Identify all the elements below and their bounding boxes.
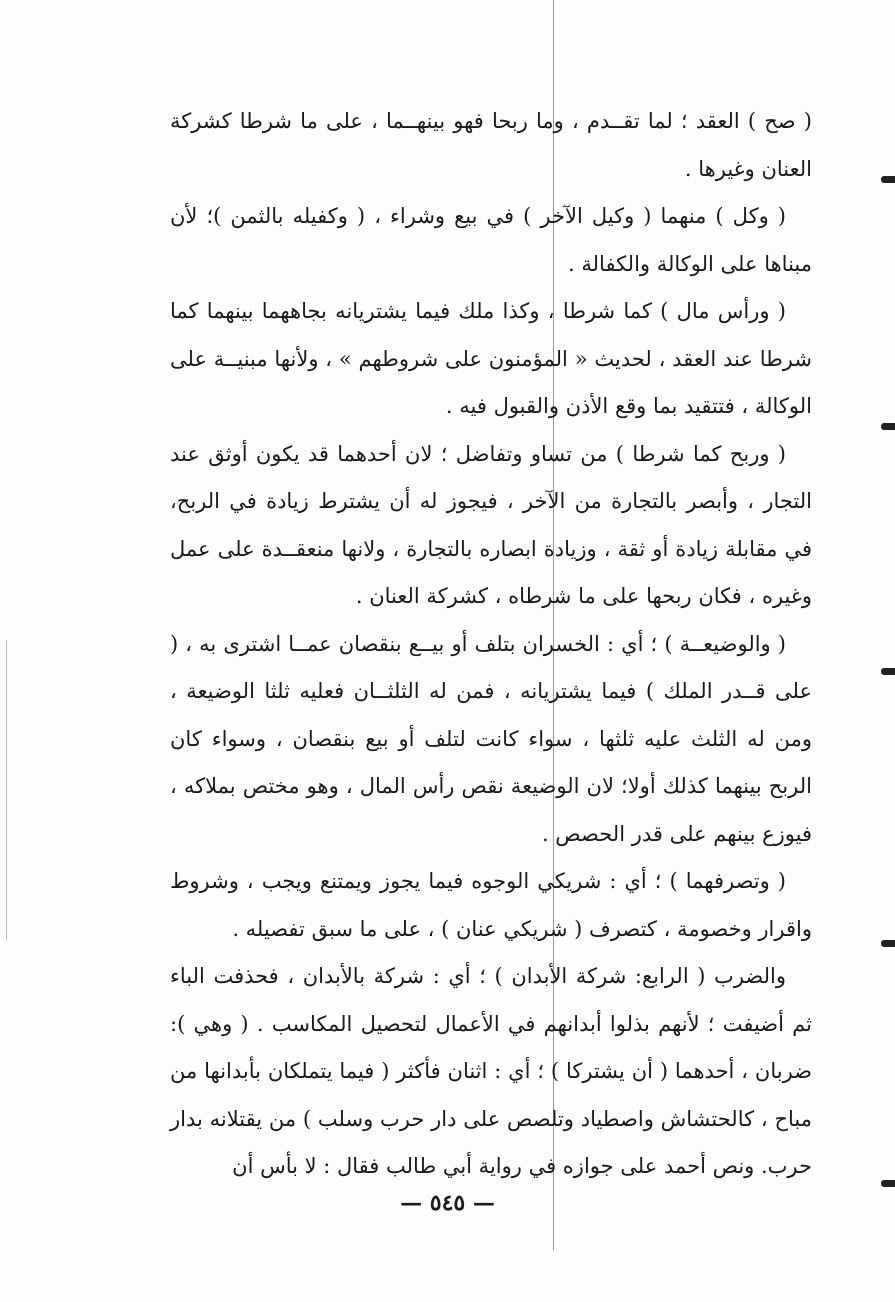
edge-mark: [881, 940, 895, 947]
paragraph: ( وربح كما شرطا ) من تساو وتفاضل ؛ لان أحدهما قد يكون أوثق عند التجار ، وأبصر بالتجارة من الآخر ، فيجوز له أن يشترط زيادة في الربح، في مقابلة زيادة أو ثقة ، وزيادة ابصاره بالتجارة ، ولانها منعقــدة على عمل وغيره ، فكان ربحها على ما شرطاه ، كشركة العنان .: [170, 441, 812, 608]
edge-mark: [881, 423, 895, 430]
edge-mark: [881, 1180, 895, 1187]
page-number: — ٥٤٥ —: [400, 1190, 495, 1216]
paragraph: ( ورأس مال ) كما شرطا ، وكذا ملك فيما يشتريانه بجاههما بينهما كما شرطا عند العقد ، لحديث « المؤمنون على شروطهم » ، ولأنها مبنيــة على الوكالة ، فتتقيد بما وقع الأذن والقبول فيه .: [170, 299, 812, 418]
paragraph: والضرب ( الرابع: شركة الأبدان ) ؛ أي : شركة بالأبدان ، فحذفت الباء ثم أضيفت ؛ لأنهم بذلوا أبدانهم في الأعمال لتحصيل المكاسب . ( وهي ): ضربان ، أحدهما ( أن يشتركا ) ؛ أي : اثنان فأكثر ( فيما يتملكان بأبدانها من مباح ، كالحتشاش واصطياد وتلصص على دار حرب وسلب ) من يقتلانه بدار حرب. ونص أحمد على جوازه في رواية أبي طالب فقال : لا بأس أن: [170, 964, 812, 1178]
paragraph: ( صح ) العقد ؛ لما تقــدم ، وما ربحا فهو بينهــما ، على ما شرطا كشركة العنان وغيرها .: [170, 109, 812, 181]
edge-mark: [881, 176, 895, 183]
left-edge-shadow: [6, 640, 7, 940]
paragraph: ( وكل ) منهما ( وكيل الآخر ) في بيع وشراء ، ( وكفيله بالثمن )؛ لأن مبناها على الوكالة والكفالة .: [170, 204, 812, 276]
body-text: [170, 98, 812, 1191]
edge-mark: [881, 668, 895, 675]
paragraph: ( وتصرفهما ) ؛ أي : شريكي الوجوه فيما يجوز ويمتنع ويجب ، وشروط واقرار وخصومة ، كتصرف ( شريكي عنان ) ، على ما سبق تفصيله .: [170, 869, 812, 941]
paragraph: ( والوضيعــة ) ؛ أي : الخسران بتلف أو بيــع بنقصان عمــا اشترى به ، ( على قــدر الملك ) فيما يشتريانه ، فمن له الثلثــان فعليه ثلثا الوضيعة ، ومن له الثلث عليه ثلثها ، سواء كانت لتلف أو بيع بنقصان ، وسواء كان الربح بينهما كذلك أولا؛ لان الوضيعة نقص رأس المال ، وهو مختص بملاكه ، فيوزع بينهم على قدر الحصص .: [170, 631, 812, 846]
